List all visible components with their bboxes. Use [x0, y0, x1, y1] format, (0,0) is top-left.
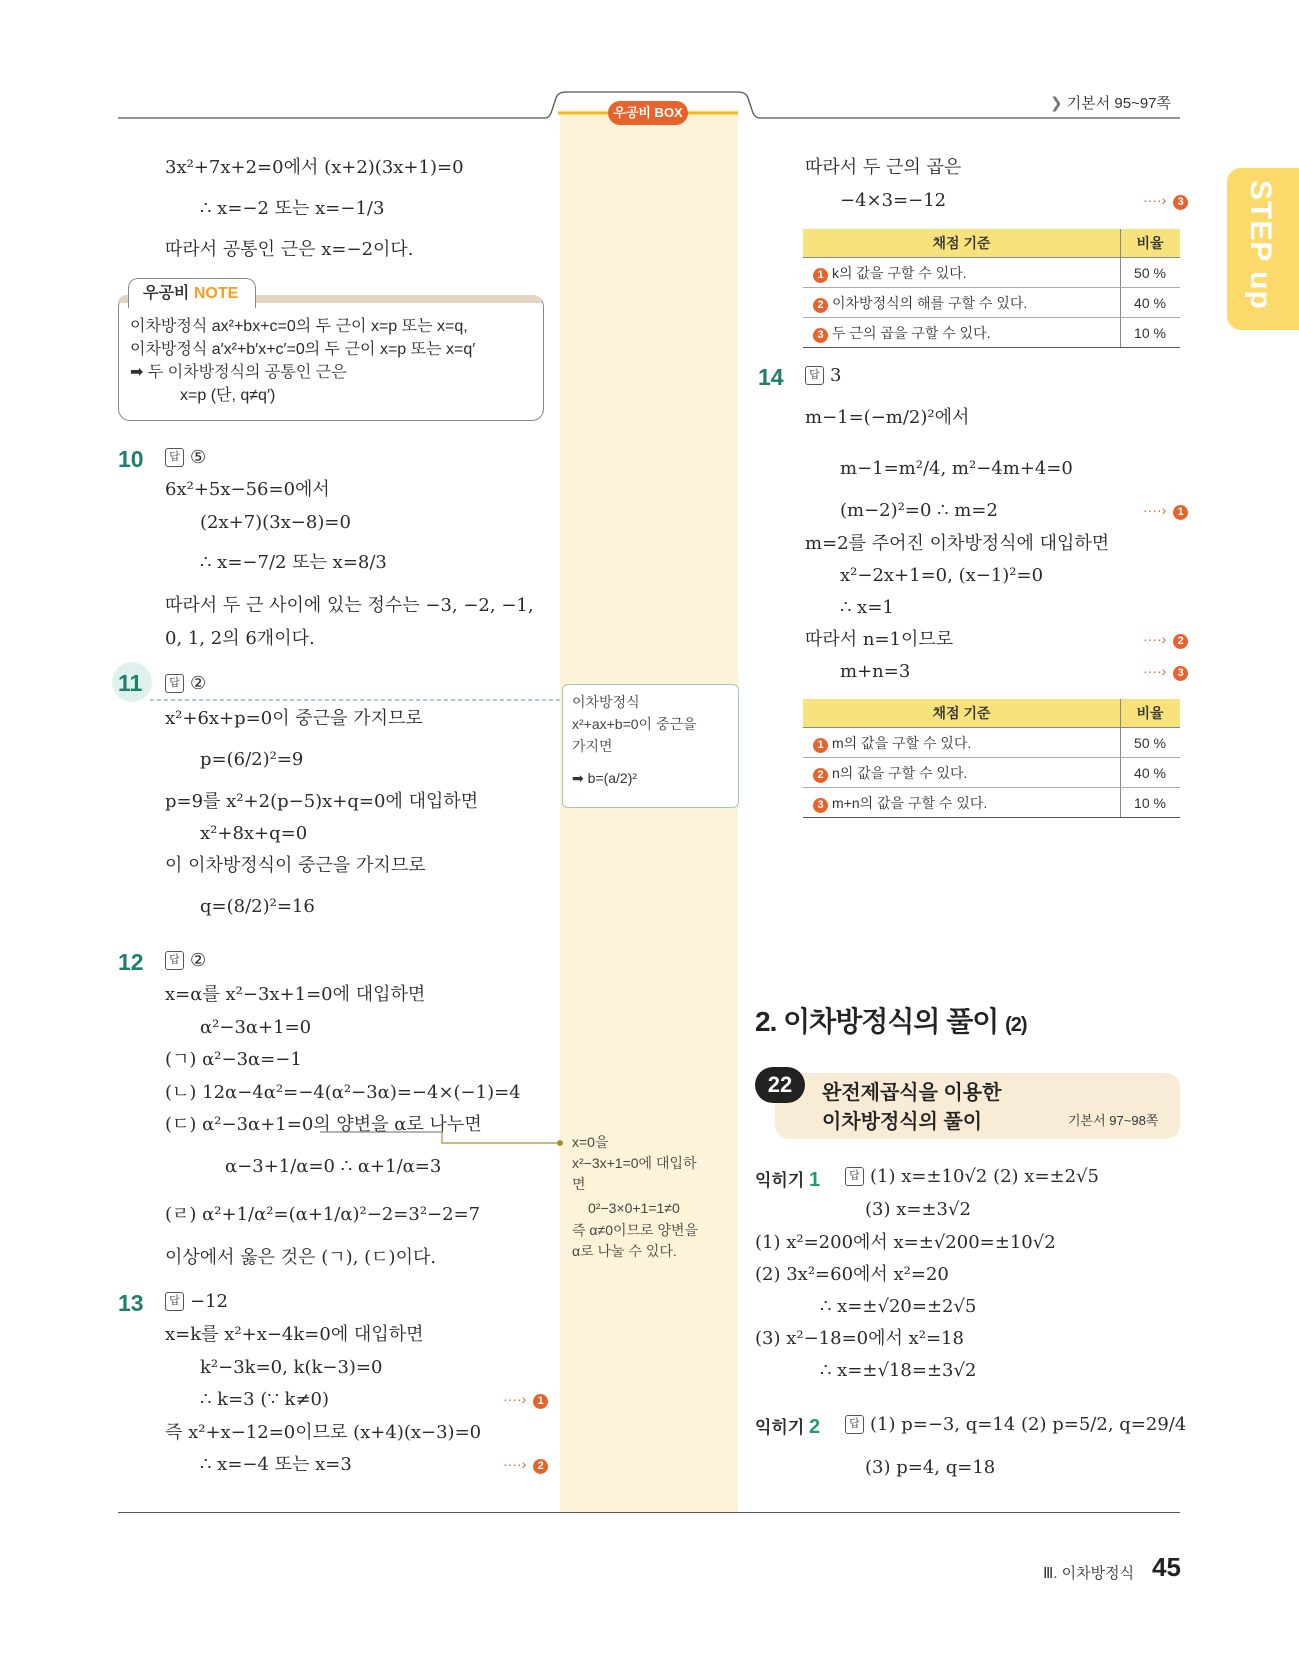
p13-line-3: ∴ k=3 (∵ k≠0)	[200, 1389, 329, 1410]
subsection-title-2: 이차방정식의 풀이	[822, 1111, 983, 1133]
table2-header-criteria: 채점 기준	[803, 699, 1121, 728]
p11-line-6: q=(8/2)²=16	[200, 896, 315, 917]
right-top-line-1: 따라서 두 근의 곱은	[805, 157, 962, 178]
p13-mark-2: ····› 2	[503, 1456, 548, 1474]
side-note-1-c: 가지면	[572, 738, 613, 754]
p14-line-5: x²−2x+1=0, (x−1)²=0	[840, 565, 1044, 586]
left-line-2: ∴ x=−2 또는 x=−1/3	[200, 198, 385, 219]
problem-11-answer: 답 ②	[165, 673, 206, 694]
footer-rule	[118, 1512, 1180, 1513]
p12-line-6: α−3+1/α=0 ∴ α+1/α=3	[225, 1156, 442, 1177]
p14-line-3: (m−2)²=0 ∴ m=2	[840, 500, 998, 521]
problem-11-number: 11	[118, 670, 143, 696]
note-line-4: x=p (단, q≠q′)	[180, 387, 276, 404]
ex2-answer-line-2: (3) p=4, q=18	[865, 1457, 996, 1478]
p10-line-1: 6x²+5x−56=0에서	[165, 479, 330, 500]
side-note-1-b: x²+ax+b=0이 중근을	[572, 716, 697, 732]
table-row: 2 이차방정식의 해를 구할 수 있다. 40 %	[803, 288, 1180, 318]
p12-line-3: (ㄱ) α²−3α=−1	[165, 1049, 302, 1070]
p12-line-4: (ㄴ) 12α−4α²=−4(α²−3α)=−4×(−1)=4	[165, 1082, 521, 1103]
table-row: 3 두 근의 곱을 구할 수 있다. 10 %	[803, 318, 1180, 348]
problem-14-answer: 답 3	[805, 365, 841, 386]
middle-column-bg	[560, 110, 738, 1512]
p12-line-8: 이상에서 옳은 것은 (ㄱ), (ㄷ)이다.	[165, 1247, 437, 1268]
p14-mark-3: ····› 3	[1143, 663, 1188, 681]
problem-10-answer: 답 ⑤	[165, 447, 206, 468]
p14-mark-2: ····› 2	[1143, 631, 1188, 649]
p11-line-4: x²+8x+q=0	[200, 823, 308, 844]
p13-line-5: ∴ x=−4 또는 x=3	[200, 1454, 352, 1475]
side-note-2-d: 0²−3×0+1=1≠0	[588, 1200, 680, 1216]
p13-line-4: 즉 x²+x−12=0이므로 (x+4)(x−3)=0	[165, 1422, 482, 1443]
note-line-1: 이차방정식 ax²+bx+c=0의 두 근이 x=p 또는 x=q,	[130, 318, 468, 335]
header-ref: ❯ 기본서 95~97쪽	[1050, 95, 1172, 112]
note-line-2: 이차방정식 a′x²+b′x+c′=0의 두 근이 x=p 또는 x=q′	[130, 341, 476, 358]
p12-line-5: (ㄷ) α²−3α+1=0의 양변을 α로 나누면	[165, 1114, 482, 1135]
p12-leader-line	[318, 1130, 566, 1146]
p14-line-7: 따라서 n=1이므로	[805, 629, 954, 650]
answer-icon: 답	[165, 1292, 184, 1311]
p11-line-3: p=9를 x²+2(p−5)x+q=0에 대입하면	[165, 791, 479, 812]
p11-line-2: p=(6/2)²=9	[200, 749, 304, 770]
p11-dashed-leader	[150, 698, 564, 702]
p14-line-8: m+n=3	[840, 661, 911, 682]
problem-10-number: 10	[118, 446, 144, 472]
note-line-3: ➡ 두 이차방정식의 공통인 근은	[130, 364, 347, 381]
page-number: 45	[1152, 1552, 1181, 1582]
ex1-sol-5: ∴ x=±√18=±3√2	[820, 1360, 977, 1381]
answer-icon: 답	[165, 951, 184, 970]
table2-header-ratio: 비율	[1121, 699, 1181, 728]
side-note-2-a: x=0을	[572, 1134, 609, 1150]
note-title: 우공비 NOTE	[128, 278, 256, 308]
scoring-table-1	[803, 229, 1180, 348]
side-note-1-a: 이차방정식	[572, 694, 640, 710]
problem-14-number: 14	[758, 364, 784, 390]
table-row: 1 m의 값을 구할 수 있다. 50 %	[803, 728, 1180, 758]
answer-icon: 답	[845, 1415, 864, 1434]
exercise-2-label: 익히기 2	[755, 1416, 821, 1438]
right-top-line-2: −4×3=−12	[840, 190, 947, 211]
p10-line-2: (2x+7)(3x−8)=0	[200, 512, 351, 533]
side-note-2-b: x²−3x+1=0에 대입하	[572, 1155, 697, 1171]
side-note-1-d: ➡ b=(a/2)²	[572, 770, 638, 786]
table-row: 3 m+n의 값을 구할 수 있다. 10 %	[803, 788, 1180, 818]
ex1-answer-line-2: (3) x=±3√2	[865, 1199, 971, 1220]
ex1-sol-4: (3) x²−18=0에서 x²=18	[755, 1328, 964, 1349]
left-line-1: 3x²+7x+2=0에서 (x+2)(3x+1)=0	[165, 157, 464, 178]
exercise-1-answer: 답 (1) x=±10√2 (2) x=±2√5	[845, 1166, 1099, 1187]
p14-line-4: m=2를 주어진 이차방정식에 대입하면	[805, 533, 1110, 554]
table1-header-ratio: 비율	[1121, 229, 1181, 258]
exercise-2-answer: 답 (1) p=−3, q=14 (2) p=5/2, q=29/4	[845, 1414, 1186, 1435]
answer-icon: 답	[165, 448, 184, 467]
p13-line-1: x=k를 x²+x−4k=0에 대입하면	[165, 1324, 424, 1345]
left-line-3: 따라서 공통인 근은 x=−2이다.	[165, 239, 414, 260]
p14-line-6: ∴ x=1	[840, 597, 894, 618]
p11-line-1: x²+6x+p=0이 중근을 가지므로	[165, 708, 423, 729]
ex1-sol-3: ∴ x=±√20=±2√5	[820, 1296, 977, 1317]
side-note-2-c: 면	[572, 1176, 586, 1192]
p11-line-5: 이 이차방정식이 중근을 가지므로	[165, 855, 426, 876]
p14-mark-1: ····› 1	[1143, 502, 1188, 520]
p10-line-3: ∴ x=−7/2 또는 x=8/3	[200, 552, 387, 573]
answer-icon: 답	[165, 674, 184, 693]
side-note-2-e: 즉 α≠0이므로 양변을	[572, 1222, 699, 1238]
p10-line-5: 0, 1, 2의 6개이다.	[165, 628, 315, 649]
scoring-table-2	[803, 699, 1180, 818]
p12-line-2: α²−3α+1=0	[200, 1017, 312, 1038]
table-row: 2 n의 값을 구할 수 있다. 40 %	[803, 758, 1180, 788]
step-up-text: STEP up	[1244, 180, 1277, 310]
chevron-right-icon: ❯	[1050, 95, 1063, 112]
ex1-sol-2: (2) 3x²=60에서 x²=20	[755, 1264, 949, 1285]
right-top-mark: ····› 3	[1143, 192, 1188, 210]
problem-13-answer: 답 −12	[165, 1291, 228, 1312]
p14-line-2: m−1=m²/4, m²−4m+4=0	[840, 458, 1073, 479]
section-title: 2. 이차방정식의 풀이 (2)	[755, 1006, 1027, 1037]
table1-header-criteria: 채점 기준	[803, 229, 1121, 258]
problem-12-answer: 답 ②	[165, 950, 206, 971]
table-row: 1 k의 값을 구할 수 있다. 50 %	[803, 258, 1180, 288]
box-label: 우공비 BOX	[608, 101, 688, 125]
answer-icon: 답	[805, 366, 824, 385]
problem-12-number: 12	[118, 949, 144, 975]
subsection-ref: 기본서 97~98쪽	[1068, 1113, 1159, 1128]
p12-line-7: (ㄹ) α²+1/α²=(α+1/α)²−2=3²−2=7	[165, 1204, 481, 1225]
answer-icon: 답	[845, 1167, 864, 1186]
side-note-2-f: α로 나눌 수 있다.	[572, 1243, 677, 1259]
p10-line-4: 따라서 두 근 사이에 있는 정수는 −3, −2, −1,	[165, 595, 534, 616]
p12-line-1: x=α를 x²−3x+1=0에 대입하면	[165, 984, 426, 1005]
ex1-sol-1: (1) x²=200에서 x=±√200=±10√2	[755, 1232, 1056, 1253]
footer-chapter: Ⅲ. 이차방정식	[1043, 1565, 1135, 1582]
p14-line-1: m−1=(−m/2)²에서	[805, 407, 970, 428]
subsection-title-1: 완전제곱식을 이용한	[822, 1082, 1002, 1104]
p13-line-2: k²−3k=0, k(k−3)=0	[200, 1357, 383, 1378]
problem-13-number: 13	[118, 1290, 144, 1316]
p13-mark-1: ····› 1	[503, 1391, 548, 1409]
exercise-1-label: 익히기 1	[755, 1169, 821, 1191]
subsection-badge: 22	[755, 1067, 805, 1103]
